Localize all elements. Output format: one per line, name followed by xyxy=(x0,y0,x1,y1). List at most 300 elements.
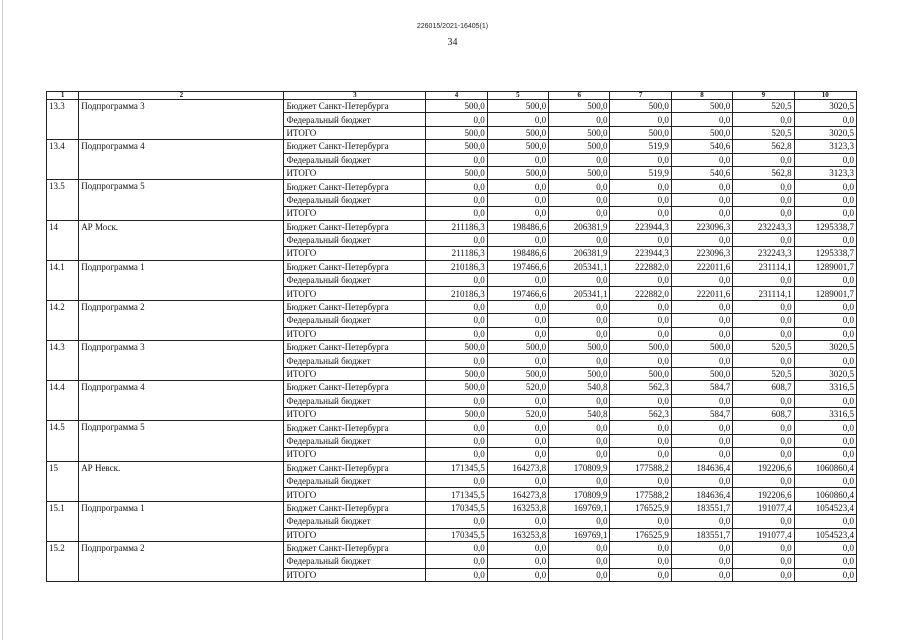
page-number: 34 xyxy=(447,37,458,48)
column-header: 7 xyxy=(610,92,671,100)
funding-source: Бюджет Санкт-Петербурга xyxy=(284,100,426,113)
amount-cell: 0,0 xyxy=(671,327,732,340)
amount-cell: 0,0 xyxy=(610,314,671,327)
funding-source: Бюджет Санкт-Петербурга xyxy=(284,140,426,153)
amount-cell: 0,0 xyxy=(610,568,671,581)
amount-cell: 0,0 xyxy=(733,233,794,246)
amount-cell: 0,0 xyxy=(549,153,610,166)
amount-cell: 0,0 xyxy=(487,207,548,220)
amount-cell: 0,0 xyxy=(487,314,548,327)
amount-cell: 0,0 xyxy=(733,327,794,340)
amount-cell: 223096,3 xyxy=(671,247,732,260)
amount-cell: 0,0 xyxy=(549,354,610,367)
amount-cell: 0,0 xyxy=(549,555,610,568)
amount-cell: 0,0 xyxy=(426,207,487,220)
amount-cell: 500,0 xyxy=(610,341,671,354)
amount-cell: 0,0 xyxy=(794,274,856,287)
amount-cell: 232243,3 xyxy=(733,247,794,260)
amount-cell: 0,0 xyxy=(549,515,610,528)
amount-cell: 183551,7 xyxy=(671,501,732,514)
funding-source: Федеральный бюджет xyxy=(284,314,426,327)
amount-cell: 0,0 xyxy=(733,193,794,206)
amount-cell: 0,0 xyxy=(549,448,610,461)
amount-cell: 0,0 xyxy=(671,354,732,367)
amount-cell: 206381,9 xyxy=(549,220,610,233)
amount-cell: 562,3 xyxy=(610,381,671,394)
column-header: 8 xyxy=(671,92,732,100)
funding-source: Федеральный бюджет xyxy=(284,354,426,367)
row-number: 14 xyxy=(47,220,79,260)
funding-source: Бюджет Санкт-Петербурга xyxy=(284,461,426,474)
program-name: Подпрограмма 3 xyxy=(79,341,284,381)
amount-cell: 0,0 xyxy=(610,474,671,487)
amount-cell: 519,9 xyxy=(610,140,671,153)
column-header: 3 xyxy=(284,92,426,100)
amount-cell: 191077,4 xyxy=(733,528,794,541)
amount-cell: 0,0 xyxy=(671,448,732,461)
amount-cell: 0,0 xyxy=(549,434,610,447)
amount-cell: 0,0 xyxy=(610,233,671,246)
amount-cell: 0,0 xyxy=(426,515,487,528)
funding-source: Бюджет Санкт-Петербурга xyxy=(284,300,426,313)
amount-cell: 0,0 xyxy=(487,327,548,340)
table-row xyxy=(47,140,857,153)
column-header: 10 xyxy=(794,92,856,100)
amount-cell: 0,0 xyxy=(671,515,732,528)
amount-cell: 500,0 xyxy=(549,140,610,153)
amount-cell: 0,0 xyxy=(487,113,548,126)
amount-cell: 222011,6 xyxy=(671,260,732,273)
funding-source: ИТОГО xyxy=(284,327,426,340)
table-body xyxy=(47,100,857,582)
amount-cell: 211186,3 xyxy=(426,247,487,260)
amount-cell: 0,0 xyxy=(549,180,610,193)
amount-cell: 231114,1 xyxy=(733,287,794,300)
amount-cell: 0,0 xyxy=(733,421,794,434)
amount-cell: 0,0 xyxy=(610,153,671,166)
amount-cell: 0,0 xyxy=(733,568,794,581)
amount-cell: 0,0 xyxy=(794,515,856,528)
amount-cell: 500,0 xyxy=(549,341,610,354)
row-number: 15.2 xyxy=(47,541,79,581)
amount-cell: 0,0 xyxy=(426,568,487,581)
funding-source: ИТОГО xyxy=(284,528,426,541)
table-row xyxy=(47,461,857,474)
amount-cell: 170345,5 xyxy=(426,501,487,514)
amount-cell: 0,0 xyxy=(549,568,610,581)
amount-cell: 0,0 xyxy=(487,300,548,313)
amount-cell: 0,0 xyxy=(671,434,732,447)
amount-cell: 500,0 xyxy=(487,140,548,153)
amount-cell: 0,0 xyxy=(487,541,548,554)
amount-cell: 1054523,4 xyxy=(794,528,856,541)
amount-cell: 0,0 xyxy=(487,555,548,568)
amount-cell: 500,0 xyxy=(487,100,548,113)
amount-cell: 0,0 xyxy=(671,153,732,166)
amount-cell: 223096,3 xyxy=(671,220,732,233)
column-header: 9 xyxy=(733,92,794,100)
amount-cell: 0,0 xyxy=(733,314,794,327)
amount-cell: 0,0 xyxy=(549,274,610,287)
amount-cell: 0,0 xyxy=(671,180,732,193)
amount-cell: 0,0 xyxy=(549,394,610,407)
funding-source: Бюджет Санкт-Петербурга xyxy=(284,541,426,554)
row-number: 15 xyxy=(47,461,79,501)
amount-cell: 0,0 xyxy=(426,314,487,327)
amount-cell: 0,0 xyxy=(671,421,732,434)
amount-cell: 0,0 xyxy=(733,113,794,126)
row-number: 15.1 xyxy=(47,501,79,541)
amount-cell: 0,0 xyxy=(549,193,610,206)
amount-cell: 520,5 xyxy=(733,100,794,113)
funding-source: Федеральный бюджет xyxy=(284,233,426,246)
table-row xyxy=(47,100,857,113)
funding-source: ИТОГО xyxy=(284,488,426,501)
amount-cell: 0,0 xyxy=(610,274,671,287)
amount-cell: 3020,5 xyxy=(794,100,856,113)
amount-cell: 500,0 xyxy=(549,100,610,113)
funding-source: ИТОГО xyxy=(284,448,426,461)
row-number: 14.1 xyxy=(47,260,79,300)
row-number: 14.3 xyxy=(47,341,79,381)
amount-cell: 0,0 xyxy=(610,193,671,206)
amount-cell: 184636,4 xyxy=(671,461,732,474)
amount-cell: 0,0 xyxy=(671,314,732,327)
amount-cell: 170809,9 xyxy=(549,461,610,474)
amount-cell: 0,0 xyxy=(426,327,487,340)
amount-cell: 520,5 xyxy=(733,341,794,354)
program-name: Подпрограмма 1 xyxy=(79,260,284,300)
amount-cell: 0,0 xyxy=(610,113,671,126)
amount-cell: 500,0 xyxy=(426,407,487,420)
funding-source: Федеральный бюджет xyxy=(284,394,426,407)
amount-cell: 3020,5 xyxy=(794,367,856,380)
amount-cell: 232243,3 xyxy=(733,220,794,233)
funding-source: ИТОГО xyxy=(284,568,426,581)
amount-cell: 0,0 xyxy=(671,555,732,568)
program-name: АР Невск. xyxy=(79,461,284,501)
amount-cell: 0,0 xyxy=(426,448,487,461)
amount-cell: 0,0 xyxy=(733,448,794,461)
amount-cell: 0,0 xyxy=(794,541,856,554)
amount-cell: 169769,1 xyxy=(549,501,610,514)
row-number: 14.4 xyxy=(47,381,79,421)
amount-cell: 177588,2 xyxy=(610,488,671,501)
amount-cell: 164273,8 xyxy=(487,461,548,474)
row-number: 14.5 xyxy=(47,421,79,461)
amount-cell: 197466,6 xyxy=(487,260,548,273)
amount-cell: 176525,9 xyxy=(610,528,671,541)
amount-cell: 0,0 xyxy=(733,515,794,528)
amount-cell: 0,0 xyxy=(733,207,794,220)
amount-cell: 500,0 xyxy=(426,367,487,380)
amount-cell: 0,0 xyxy=(733,474,794,487)
amount-cell: 540,6 xyxy=(671,140,732,153)
amount-cell: 198486,6 xyxy=(487,247,548,260)
amount-cell: 198486,6 xyxy=(487,220,548,233)
amount-cell: 0,0 xyxy=(487,153,548,166)
amount-cell: 500,0 xyxy=(426,166,487,179)
row-number: 14.2 xyxy=(47,300,79,340)
amount-cell: 3316,5 xyxy=(794,381,856,394)
funding-source: ИТОГО xyxy=(284,247,426,260)
funding-source: Федеральный бюджет xyxy=(284,515,426,528)
table-row xyxy=(47,501,857,514)
amount-cell: 0,0 xyxy=(549,327,610,340)
amount-cell: 0,0 xyxy=(794,153,856,166)
amount-cell: 223944,3 xyxy=(610,220,671,233)
amount-cell: 0,0 xyxy=(671,207,732,220)
amount-cell: 500,0 xyxy=(610,367,671,380)
amount-cell: 3020,5 xyxy=(794,126,856,139)
amount-cell: 0,0 xyxy=(610,448,671,461)
scan-edge-line xyxy=(2,0,3,640)
amount-cell: 0,0 xyxy=(426,555,487,568)
program-name: Подпрограмма 1 xyxy=(79,501,284,541)
amount-cell: 0,0 xyxy=(794,421,856,434)
amount-cell: 500,0 xyxy=(549,367,610,380)
funding-source: ИТОГО xyxy=(284,166,426,179)
amount-cell: 171345,5 xyxy=(426,461,487,474)
amount-cell: 1295338,7 xyxy=(794,247,856,260)
amount-cell: 163253,8 xyxy=(487,528,548,541)
amount-cell: 210186,3 xyxy=(426,287,487,300)
amount-cell: 0,0 xyxy=(671,233,732,246)
amount-cell: 206381,9 xyxy=(549,247,610,260)
amount-cell: 170345,5 xyxy=(426,528,487,541)
amount-cell: 0,0 xyxy=(426,541,487,554)
amount-cell: 608,7 xyxy=(733,381,794,394)
amount-cell: 0,0 xyxy=(426,421,487,434)
amount-cell: 500,0 xyxy=(487,126,548,139)
amount-cell: 0,0 xyxy=(549,314,610,327)
funding-source: ИТОГО xyxy=(284,287,426,300)
amount-cell: 0,0 xyxy=(733,541,794,554)
amount-cell: 192206,6 xyxy=(733,488,794,501)
amount-cell: 0,0 xyxy=(794,113,856,126)
amount-cell: 183551,7 xyxy=(671,528,732,541)
program-name: Подпрограмма 2 xyxy=(79,300,284,340)
amount-cell: 0,0 xyxy=(671,474,732,487)
amount-cell: 0,0 xyxy=(487,354,548,367)
amount-cell: 0,0 xyxy=(794,568,856,581)
program-name: Подпрограмма 3 xyxy=(79,100,284,140)
amount-cell: 0,0 xyxy=(610,180,671,193)
amount-cell: 500,0 xyxy=(426,140,487,153)
amount-cell: 1289001,7 xyxy=(794,260,856,273)
column-header: 6 xyxy=(549,92,610,100)
amount-cell: 191077,4 xyxy=(733,501,794,514)
amount-cell: 608,7 xyxy=(733,407,794,420)
amount-cell: 0,0 xyxy=(794,474,856,487)
amount-cell: 0,0 xyxy=(549,541,610,554)
amount-cell: 0,0 xyxy=(671,394,732,407)
amount-cell: 205341,1 xyxy=(549,287,610,300)
amount-cell: 177588,2 xyxy=(610,461,671,474)
amount-cell: 0,0 xyxy=(671,541,732,554)
amount-cell: 0,0 xyxy=(794,555,856,568)
amount-cell: 500,0 xyxy=(610,126,671,139)
amount-cell: 0,0 xyxy=(426,474,487,487)
funding-source: Федеральный бюджет xyxy=(284,474,426,487)
table-row xyxy=(47,260,857,273)
amount-cell: 500,0 xyxy=(487,341,548,354)
amount-cell: 0,0 xyxy=(794,193,856,206)
funding-source: Федеральный бюджет xyxy=(284,193,426,206)
amount-cell: 0,0 xyxy=(671,568,732,581)
amount-cell: 0,0 xyxy=(549,421,610,434)
amount-cell: 500,0 xyxy=(671,341,732,354)
amount-cell: 0,0 xyxy=(487,274,548,287)
amount-cell: 0,0 xyxy=(794,233,856,246)
table-row xyxy=(47,300,857,313)
table-row xyxy=(47,541,857,554)
amount-cell: 0,0 xyxy=(426,300,487,313)
amount-cell: 562,3 xyxy=(610,407,671,420)
funding-source: Бюджет Санкт-Петербурга xyxy=(284,381,426,394)
column-header: 1 xyxy=(47,92,79,100)
amount-cell: 197466,6 xyxy=(487,287,548,300)
amount-cell: 231114,1 xyxy=(733,260,794,273)
amount-cell: 500,0 xyxy=(671,367,732,380)
amount-cell: 500,0 xyxy=(426,341,487,354)
amount-cell: 184636,4 xyxy=(671,488,732,501)
amount-cell: 0,0 xyxy=(426,274,487,287)
amount-cell: 0,0 xyxy=(610,555,671,568)
amount-cell: 0,0 xyxy=(549,474,610,487)
amount-cell: 3316,5 xyxy=(794,407,856,420)
amount-cell: 500,0 xyxy=(426,381,487,394)
amount-cell: 3123,3 xyxy=(794,166,856,179)
amount-cell: 1289001,7 xyxy=(794,287,856,300)
program-name: Подпрограмма 2 xyxy=(79,541,284,581)
amount-cell: 540,6 xyxy=(671,166,732,179)
column-header: 5 xyxy=(487,92,548,100)
row-number: 13.3 xyxy=(47,100,79,140)
budget-table xyxy=(46,91,857,582)
amount-cell: 205341,1 xyxy=(549,260,610,273)
amount-cell: 0,0 xyxy=(794,207,856,220)
document-code: 226015/2021-16405(1) xyxy=(416,23,489,30)
amount-cell: 223944,3 xyxy=(610,247,671,260)
amount-cell: 3020,5 xyxy=(794,341,856,354)
amount-cell: 0,0 xyxy=(487,474,548,487)
program-name: АР Моск. xyxy=(79,220,284,260)
amount-cell: 0,0 xyxy=(794,327,856,340)
amount-cell: 0,0 xyxy=(610,394,671,407)
column-number-row xyxy=(47,92,857,100)
amount-cell: 0,0 xyxy=(487,233,548,246)
funding-source: Федеральный бюджет xyxy=(284,434,426,447)
amount-cell: 0,0 xyxy=(671,113,732,126)
amount-cell: 0,0 xyxy=(487,421,548,434)
table-row xyxy=(47,381,857,394)
program-name: Подпрограмма 5 xyxy=(79,421,284,461)
funding-source: Бюджет Санкт-Петербурга xyxy=(284,220,426,233)
amount-cell: 0,0 xyxy=(794,394,856,407)
table-row xyxy=(47,341,857,354)
funding-source: ИТОГО xyxy=(284,126,426,139)
amount-cell: 562,8 xyxy=(733,140,794,153)
table-row xyxy=(47,421,857,434)
amount-cell: 0,0 xyxy=(426,394,487,407)
program-name: Подпрограмма 5 xyxy=(79,180,284,220)
amount-cell: 500,0 xyxy=(549,166,610,179)
amount-cell: 0,0 xyxy=(426,153,487,166)
amount-cell: 0,0 xyxy=(549,207,610,220)
amount-cell: 0,0 xyxy=(610,421,671,434)
amount-cell: 0,0 xyxy=(487,180,548,193)
amount-cell: 170809,9 xyxy=(549,488,610,501)
funding-source: Федеральный бюджет xyxy=(284,153,426,166)
amount-cell: 192206,6 xyxy=(733,461,794,474)
amount-cell: 1054523,4 xyxy=(794,501,856,514)
amount-cell: 0,0 xyxy=(610,354,671,367)
amount-cell: 0,0 xyxy=(426,180,487,193)
amount-cell: 0,0 xyxy=(426,193,487,206)
amount-cell: 540,8 xyxy=(549,381,610,394)
amount-cell: 500,0 xyxy=(426,100,487,113)
amount-cell: 0,0 xyxy=(733,354,794,367)
amount-cell: 0,0 xyxy=(487,394,548,407)
amount-cell: 0,0 xyxy=(794,354,856,367)
amount-cell: 0,0 xyxy=(426,354,487,367)
amount-cell: 519,9 xyxy=(610,166,671,179)
amount-cell: 1060860,4 xyxy=(794,488,856,501)
amount-cell: 0,0 xyxy=(487,515,548,528)
amount-cell: 0,0 xyxy=(549,113,610,126)
amount-cell: 0,0 xyxy=(610,207,671,220)
amount-cell: 0,0 xyxy=(733,555,794,568)
amount-cell: 211186,3 xyxy=(426,220,487,233)
funding-source: Федеральный бюджет xyxy=(284,555,426,568)
amount-cell: 0,0 xyxy=(426,233,487,246)
amount-cell: 0,0 xyxy=(733,153,794,166)
funding-source: Бюджет Санкт-Петербурга xyxy=(284,341,426,354)
amount-cell: 0,0 xyxy=(487,193,548,206)
amount-cell: 0,0 xyxy=(671,300,732,313)
amount-cell: 0,0 xyxy=(794,434,856,447)
amount-cell: 0,0 xyxy=(610,541,671,554)
table-row xyxy=(47,220,857,233)
amount-cell: 0,0 xyxy=(487,568,548,581)
amount-cell: 0,0 xyxy=(549,300,610,313)
funding-source: Бюджет Санкт-Петербурга xyxy=(284,260,426,273)
amount-cell: 164273,8 xyxy=(487,488,548,501)
amount-cell: 0,0 xyxy=(487,448,548,461)
amount-cell: 0,0 xyxy=(794,180,856,193)
funding-source: Бюджет Санкт-Петербурга xyxy=(284,421,426,434)
amount-cell: 0,0 xyxy=(794,314,856,327)
amount-cell: 0,0 xyxy=(794,448,856,461)
program-name: Подпрограмма 4 xyxy=(79,140,284,180)
amount-cell: 169769,1 xyxy=(549,528,610,541)
amount-cell: 0,0 xyxy=(733,274,794,287)
amount-cell: 500,0 xyxy=(549,126,610,139)
funding-source: Федеральный бюджет xyxy=(284,113,426,126)
amount-cell: 520,5 xyxy=(733,126,794,139)
funding-source: Бюджет Санкт-Петербурга xyxy=(284,501,426,514)
amount-cell: 500,0 xyxy=(671,126,732,139)
amount-cell: 0,0 xyxy=(610,300,671,313)
funding-source: Бюджет Санкт-Петербурга xyxy=(284,180,426,193)
amount-cell: 500,0 xyxy=(487,166,548,179)
amount-cell: 520,0 xyxy=(487,381,548,394)
amount-cell: 210186,3 xyxy=(426,260,487,273)
program-name: Подпрограмма 4 xyxy=(79,381,284,421)
amount-cell: 584,7 xyxy=(671,407,732,420)
amount-cell: 500,0 xyxy=(671,100,732,113)
